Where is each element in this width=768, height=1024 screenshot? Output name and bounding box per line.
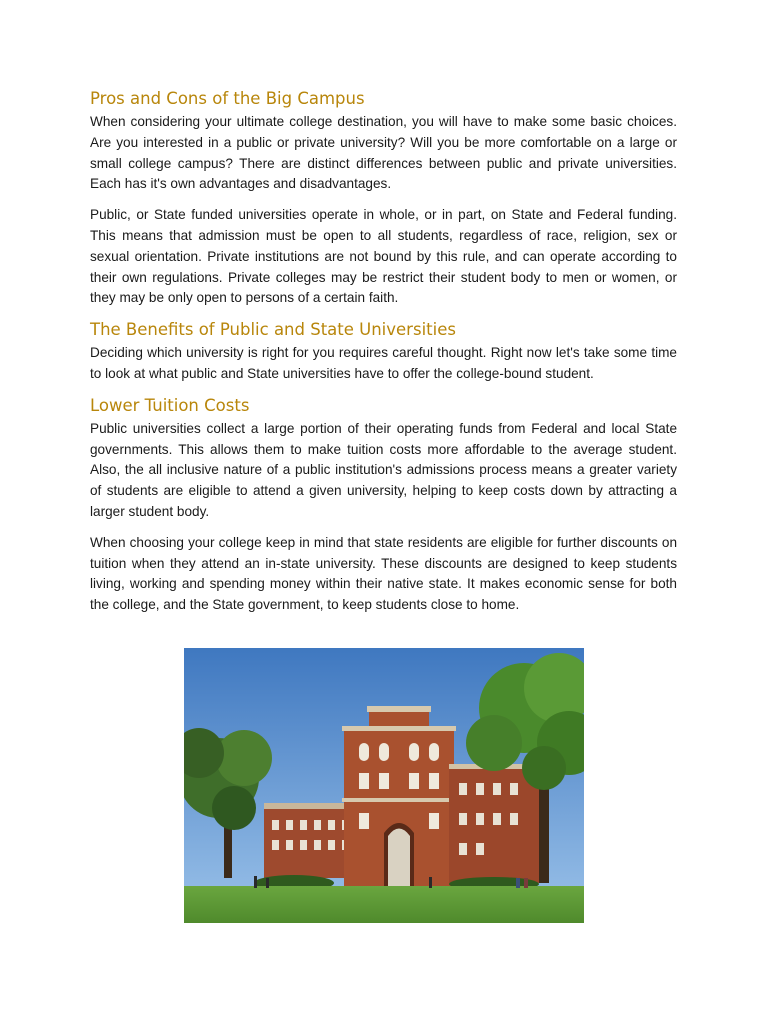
paragraph-public-funding: Public, or State funded universities operate in whole, or in part, on State and Federal funding. This means that admission must be open to all students, regardless of race, religion, sex or sexual orientation. Private institutions are not bound by this rule, and can operate according to their own regulations. Private colleges may be restrict their student body to men or women, or they may be only open to persons of a certain faith. — [90, 207, 677, 306]
paragraph-deciding: Deciding which university is right for you requires careful thought. Right now let's take some time to look at what public and State universities have to offer the college-bound student. — [90, 345, 677, 381]
paragraph-operating-funds: Public universities collect a large portion of their operating funds from Federal and local State governments. This allows them to make tuition costs more affordable to the average student. Also, the all inclusive nature of a public institution's admissions process means a greater variety of students are eligible to attend a given university, helping to keep costs down by attracting a larger student body. — [90, 420, 677, 519]
paragraph-in-state-discounts: When choosing your college keep in mind that state residents are eligible for further discounts on tuition when they attend an in-state university. These discounts are designed to keep students living, working and spending money within their native state. It makes economic sense for both the college, and the State government, to keep students close to home. — [90, 534, 677, 613]
section-heading-pros-cons: Pros and Cons of the Big Campus — [90, 89, 365, 108]
central-tower — [342, 706, 456, 888]
document-page — [90, 88, 677, 616]
right-wing-building — [449, 764, 539, 883]
paragraph-college-choices: When considering your ultimate college destination, you will have to make some basic choices. Are you interested in a public or private university? Will you be more comfortable on a large or small college campus? There are distinct differences between public and private universities. Each has it's own advantages and disadvantages. — [90, 114, 677, 192]
campus-building-photo — [184, 648, 584, 923]
section-heading-lower-tuition: Lower Tuition Costs — [90, 395, 250, 415]
section-heading-public-benefits: The Benefits of Public and State Universities — [90, 320, 456, 340]
lawn — [184, 886, 584, 923]
